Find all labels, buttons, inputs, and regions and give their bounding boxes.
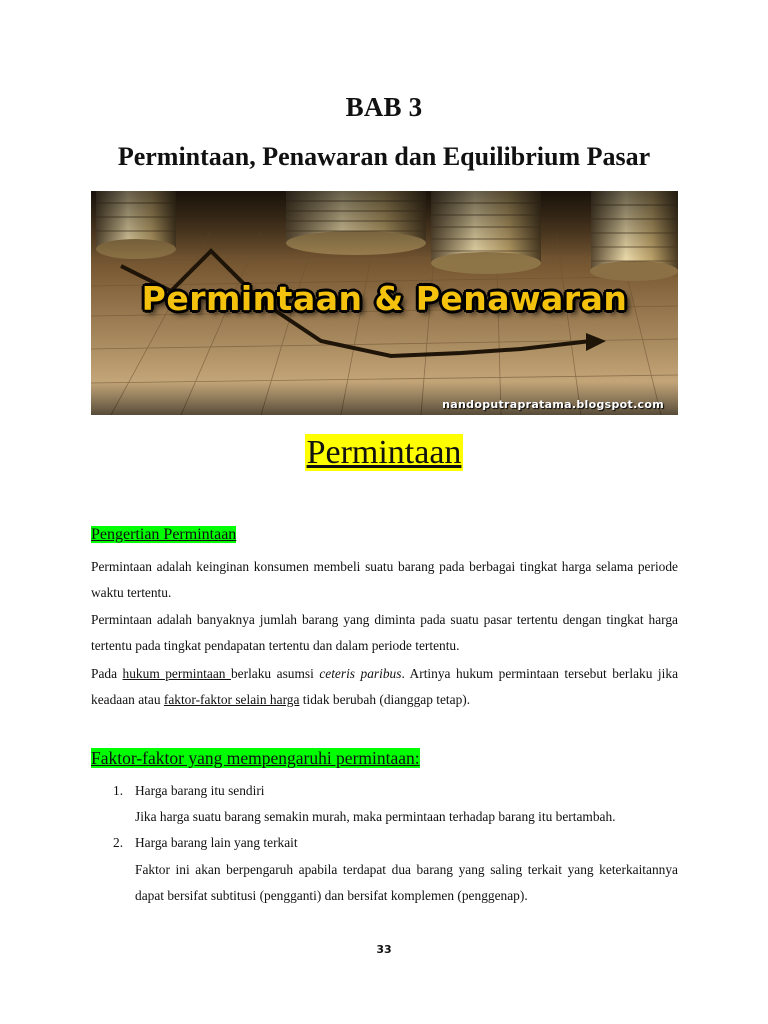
p3-text-b: berlaku asumsi — [230, 666, 320, 681]
list-item-description: Faktor ini akan berpengaruh apabila terdapat dua barang yang saling terkait yang keterkaitannya dapat bersifat subtitusi (pengganti) dan bersifat komplemen (penggenap). — [135, 862, 678, 903]
definition-heading-text: Pengertian Permintaan — [91, 526, 237, 543]
ceteris-paribus-term: ceteris paribus — [319, 666, 402, 681]
definition-paragraph-2: Permintaan adalah banyaknya jumlah barang yang diminta pada suatu pasar tertentu dengan tingkat harga tertentu pada tingkat pendapatan tertentu dan dalam periode tertentu. — [91, 612, 678, 653]
section-heading-text: Permintaan — [306, 434, 462, 471]
p3-text-c: . Artinya hukum permintaan tersebut berlaku jika keadaan atau — [91, 666, 679, 707]
definition-heading — [91, 526, 236, 544]
p3-text-d: tidak berubah (dianggap tetap). — [299, 692, 471, 707]
list-item-title: Harga barang lain yang terkait — [135, 835, 298, 850]
chapter-title: Permintaan, Penawaran dan Equilibrium Pasar — [117, 142, 651, 171]
definition-paragraph-1: Permintaan adalah keinginan konsumen membeli suatu barang pada berbagai tingkat harga selama periode waktu tertentu. — [91, 559, 678, 600]
banner-watermark-url: nandoputrapratama.blogspot.com — [442, 398, 664, 411]
list-item-number: 1. — [113, 783, 124, 798]
banner-image — [91, 191, 678, 415]
factors-heading — [91, 748, 420, 769]
hukum-permintaan-link[interactable]: hukum permintaan — [122, 666, 231, 681]
banner-title: Permintaan & Penawaran — [141, 279, 628, 318]
list-item-number: 2. — [113, 835, 124, 850]
faktor-selain-harga-link[interactable]: faktor-faktor selain harga — [163, 692, 300, 707]
page-number: 33 — [376, 943, 392, 956]
section-heading — [0, 434, 768, 472]
list-item-title: Harga barang itu sendiri — [135, 783, 265, 798]
p3-text-a: Pada — [91, 666, 123, 681]
definition-paragraph-3 — [91, 661, 678, 713]
chapter-number: BAB 3 — [345, 92, 423, 122]
factors-heading-text: Faktor-faktor yang mempengaruhi permintaan: — [91, 748, 420, 768]
list-item-description: Jika harga suatu barang semakin murah, maka permintaan terhadap barang itu bertambah. — [135, 809, 616, 824]
